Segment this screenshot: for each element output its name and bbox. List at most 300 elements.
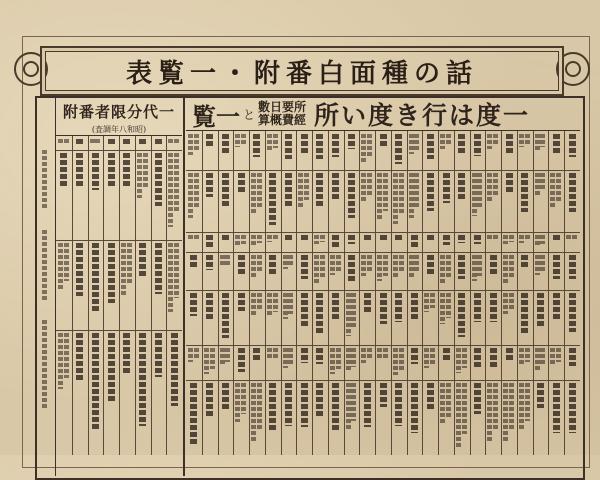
main-cell-text bbox=[424, 348, 429, 368]
main-cell-text bbox=[346, 383, 351, 431]
main-cell-text bbox=[443, 235, 450, 245]
main-cell-text bbox=[330, 255, 335, 275]
main-cell-text bbox=[440, 255, 445, 285]
main-cell-text bbox=[540, 134, 545, 147]
main-cell-text bbox=[572, 235, 577, 240]
main-cell-text bbox=[509, 383, 514, 430]
main-cell-text bbox=[411, 348, 418, 364]
main-cell-text bbox=[395, 383, 402, 426]
main-cell-text bbox=[257, 383, 262, 429]
left-column-rule bbox=[103, 136, 104, 455]
main-cell-text bbox=[462, 348, 467, 368]
main-cell-text bbox=[222, 173, 229, 208]
left-cell-text bbox=[155, 139, 162, 144]
main-cell-text bbox=[474, 383, 481, 414]
left-panel-subtitle: (査調年八和昭) bbox=[91, 125, 147, 134]
left-cell-text bbox=[139, 243, 146, 278]
left-cell-text bbox=[174, 139, 179, 143]
main-column-rule bbox=[485, 131, 486, 455]
main-cell-text bbox=[301, 134, 308, 155]
main-cell-text bbox=[477, 173, 482, 207]
main-cell-text bbox=[525, 235, 530, 241]
main-cell-text bbox=[427, 134, 434, 159]
left-cell-text bbox=[90, 139, 95, 145]
main-cell-text bbox=[556, 348, 561, 362]
main-cell-text bbox=[267, 134, 272, 151]
main-cell-text bbox=[336, 255, 341, 271]
main-cell-text bbox=[474, 293, 481, 322]
main-cell-text bbox=[220, 255, 225, 267]
main-cell-text bbox=[251, 383, 256, 441]
main-cell-text bbox=[267, 235, 272, 242]
main-cell-text bbox=[314, 255, 319, 284]
left-cell-text bbox=[108, 243, 115, 303]
left-cell-text bbox=[123, 333, 130, 375]
main-cell-text bbox=[206, 173, 213, 197]
main-cell-text bbox=[493, 383, 498, 430]
main-cell-text bbox=[474, 134, 481, 156]
main-column-rule bbox=[422, 131, 423, 455]
main-cell-text bbox=[316, 348, 323, 364]
main-cell-text bbox=[332, 173, 339, 201]
header-main-phrase: 所い度き行は度一 bbox=[314, 101, 531, 130]
left-cell-text bbox=[58, 333, 63, 389]
main-cell-text bbox=[456, 348, 461, 373]
main-cell-text bbox=[525, 383, 530, 421]
main-cell-text bbox=[503, 255, 508, 283]
main-cell-text bbox=[238, 293, 245, 311]
main-cell-text bbox=[194, 348, 199, 359]
main-cell-text bbox=[506, 348, 513, 360]
panel-divider bbox=[183, 96, 185, 476]
left-cell-text bbox=[108, 153, 115, 188]
main-cell-text bbox=[569, 173, 576, 212]
left-cell-text bbox=[168, 243, 173, 312]
main-cell-text bbox=[251, 173, 256, 215]
main-cell-text bbox=[427, 255, 434, 275]
main-cell-text bbox=[253, 348, 260, 360]
left-cell-text bbox=[123, 153, 130, 188]
main-cell-text bbox=[553, 134, 560, 155]
main-cell-text bbox=[206, 235, 213, 247]
main-column-rule bbox=[328, 131, 329, 455]
main-cell-text bbox=[298, 173, 303, 207]
main-cell-text bbox=[569, 255, 576, 279]
left-cell-text bbox=[92, 243, 99, 312]
main-cell-text bbox=[380, 383, 387, 407]
title-banner bbox=[40, 46, 564, 96]
main-cell-text bbox=[257, 255, 262, 273]
main-column-rule bbox=[202, 131, 203, 455]
main-cell-text bbox=[316, 383, 323, 417]
main-cell-text bbox=[493, 173, 498, 196]
main-cell-text bbox=[206, 293, 213, 319]
main-cell-text bbox=[257, 293, 262, 311]
main-cell-text bbox=[285, 173, 292, 207]
main-cell-text bbox=[348, 255, 355, 283]
main-cell-text bbox=[332, 235, 339, 247]
main-column-rule bbox=[391, 131, 392, 455]
main-cell-text bbox=[288, 255, 293, 266]
main-cell-text bbox=[301, 235, 308, 241]
main-cell-text bbox=[535, 255, 540, 275]
main-cell-text bbox=[269, 255, 276, 276]
main-cell-text bbox=[364, 383, 371, 427]
main-cell-text bbox=[566, 235, 571, 241]
main-cell-text bbox=[414, 134, 419, 150]
main-cell-text bbox=[409, 134, 414, 154]
main-cell-text bbox=[367, 255, 372, 272]
main-table-header bbox=[186, 98, 580, 131]
left-column-rule bbox=[72, 136, 73, 455]
main-cell-text bbox=[569, 383, 576, 433]
main-row-rule bbox=[186, 345, 580, 346]
main-cell-text bbox=[273, 348, 278, 358]
main-cell-text bbox=[283, 255, 288, 269]
main-column-rule bbox=[312, 131, 313, 455]
main-cell-text bbox=[506, 134, 513, 153]
main-cell-text bbox=[440, 293, 445, 324]
main-cell-text bbox=[535, 134, 540, 150]
main-cell-text bbox=[399, 348, 404, 370]
main-cell-text bbox=[427, 383, 434, 411]
main-cell-text bbox=[440, 383, 445, 425]
main-cell-text bbox=[351, 383, 356, 421]
main-cell-text bbox=[519, 348, 524, 365]
main-cell-text bbox=[414, 173, 419, 209]
main-cell-text bbox=[206, 255, 213, 270]
main-cell-text bbox=[188, 348, 193, 362]
main-cell-text bbox=[377, 255, 382, 281]
main-cell-text bbox=[519, 383, 524, 431]
main-cell-text bbox=[458, 255, 465, 279]
main-cell-text bbox=[241, 235, 246, 244]
main-column-rule bbox=[454, 131, 455, 455]
main-cell-text bbox=[521, 173, 528, 212]
main-cell-text bbox=[267, 348, 272, 360]
main-cell-text bbox=[399, 255, 404, 273]
main-cell-text bbox=[273, 293, 278, 312]
main-cell-text bbox=[383, 348, 388, 358]
main-cell-text bbox=[550, 348, 555, 366]
main-cell-text bbox=[273, 235, 278, 241]
main-cell-text bbox=[535, 348, 540, 371]
main-cell-text bbox=[235, 383, 240, 422]
left-cell-text bbox=[143, 153, 148, 189]
margin-strip-text bbox=[42, 150, 47, 210]
main-cell-text bbox=[537, 383, 544, 408]
main-cell-text bbox=[222, 293, 229, 338]
main-cell-text bbox=[490, 255, 497, 276]
main-row-rule bbox=[186, 290, 580, 291]
main-cell-text bbox=[320, 255, 325, 278]
main-cell-text bbox=[348, 134, 355, 149]
main-cell-text bbox=[316, 134, 323, 159]
main-cell-text bbox=[487, 173, 492, 202]
main-cell-text bbox=[519, 134, 524, 147]
main-cell-text bbox=[487, 383, 492, 442]
left-cell-text bbox=[64, 243, 69, 281]
main-cell-text bbox=[458, 173, 465, 200]
main-cell-text bbox=[190, 293, 197, 316]
left-cell-text bbox=[168, 139, 173, 144]
main-cell-text bbox=[446, 383, 451, 417]
main-cell-text bbox=[190, 255, 197, 268]
main-cell-text bbox=[490, 348, 497, 369]
main-cell-text bbox=[222, 134, 229, 154]
main-cell-text bbox=[569, 348, 576, 366]
main-cell-text bbox=[288, 293, 293, 314]
main-cell-text bbox=[316, 293, 323, 335]
margin-strip-text bbox=[42, 230, 47, 300]
left-cell-text bbox=[155, 333, 162, 377]
main-cell-text bbox=[235, 235, 240, 246]
left-cell-text bbox=[121, 243, 126, 296]
main-cell-text bbox=[257, 173, 262, 207]
main-cell-text bbox=[301, 348, 308, 363]
main-column-rule bbox=[564, 131, 565, 455]
main-cell-text bbox=[336, 348, 341, 369]
main-cell-text bbox=[332, 383, 339, 431]
left-cell-text bbox=[155, 153, 162, 206]
main-cell-text bbox=[474, 235, 481, 244]
header-ichiran: 覧一 bbox=[192, 101, 240, 131]
left-cell-text bbox=[174, 243, 179, 298]
main-cell-text bbox=[361, 255, 366, 276]
main-column-rule bbox=[470, 131, 471, 455]
main-column-rule bbox=[533, 131, 534, 455]
main-row-rule bbox=[186, 380, 580, 381]
main-column-rule bbox=[517, 131, 518, 455]
main-cell-text bbox=[361, 173, 366, 202]
left-cell-text bbox=[137, 153, 142, 198]
main-cell-text bbox=[364, 235, 371, 242]
main-cell-text bbox=[283, 348, 288, 368]
main-cell-text bbox=[440, 134, 445, 149]
main-cell-text bbox=[253, 134, 260, 157]
main-cell-text bbox=[351, 293, 356, 327]
main-cell-text bbox=[525, 134, 530, 144]
main-cell-text bbox=[493, 235, 498, 239]
main-cell-text bbox=[348, 173, 355, 218]
main-cell-text bbox=[380, 293, 387, 324]
main-column-rule bbox=[249, 131, 250, 455]
main-cell-text bbox=[395, 235, 402, 242]
main-cell-text bbox=[474, 348, 481, 367]
left-cell-text bbox=[58, 243, 63, 290]
main-cell-text bbox=[332, 134, 339, 157]
main-cell-text bbox=[409, 255, 414, 278]
main-column-rule bbox=[359, 131, 360, 455]
main-cell-text bbox=[269, 173, 276, 225]
main-column-rule bbox=[407, 131, 408, 455]
left-cell-text bbox=[171, 333, 178, 406]
banner-title: 表覧一・附番白面種の話 bbox=[125, 58, 478, 89]
main-cell-text bbox=[210, 348, 215, 369]
main-cell-text bbox=[222, 235, 229, 240]
left-cell-text bbox=[92, 333, 99, 429]
main-cell-text bbox=[550, 173, 555, 208]
main-cell-text bbox=[377, 348, 382, 360]
main-cell-text bbox=[346, 348, 351, 372]
main-cell-text bbox=[251, 293, 256, 316]
left-cell-text bbox=[76, 139, 83, 145]
main-cell-text bbox=[395, 293, 402, 322]
main-cell-text bbox=[487, 235, 492, 240]
main-column-rule bbox=[233, 131, 234, 455]
main-column-rule bbox=[501, 131, 502, 455]
main-column-rule bbox=[548, 131, 549, 455]
main-cell-text bbox=[314, 235, 319, 244]
main-cell-text bbox=[443, 348, 450, 360]
left-cell-text bbox=[60, 153, 67, 187]
main-cell-text bbox=[503, 383, 508, 442]
main-cell-text bbox=[190, 383, 197, 444]
main-cell-text bbox=[238, 348, 245, 372]
main-cell-text bbox=[427, 235, 434, 241]
main-cell-text bbox=[288, 348, 293, 364]
main-column-rule bbox=[438, 131, 439, 455]
main-cell-text bbox=[241, 134, 246, 144]
main-cell-text bbox=[351, 348, 356, 367]
main-cell-text bbox=[424, 293, 429, 312]
main-cell-text bbox=[569, 293, 576, 332]
left-cell-text bbox=[64, 333, 69, 378]
main-cell-text bbox=[443, 173, 450, 203]
main-cell-text bbox=[393, 348, 398, 375]
left-row-rule bbox=[56, 240, 182, 241]
main-cell-text bbox=[238, 255, 245, 275]
margin-strip-text bbox=[42, 320, 47, 410]
main-cell-text bbox=[414, 255, 419, 273]
left-cell-text bbox=[168, 153, 173, 227]
main-row-rule bbox=[186, 170, 580, 171]
main-cell-text bbox=[569, 134, 576, 157]
main-cell-text bbox=[367, 173, 372, 196]
main-cell-text bbox=[393, 255, 398, 277]
main-cell-text bbox=[540, 348, 545, 366]
main-cell-text bbox=[222, 383, 229, 409]
main-cell-text bbox=[267, 293, 272, 317]
header-to: と bbox=[243, 107, 256, 122]
main-cell-text bbox=[553, 383, 560, 433]
header-stack bbox=[258, 101, 306, 127]
main-cell-text bbox=[377, 173, 382, 221]
main-cell-text bbox=[430, 293, 435, 308]
main-cell-text bbox=[364, 293, 371, 313]
main-cell-text bbox=[503, 235, 508, 244]
main-column-rule bbox=[281, 131, 282, 455]
main-cell-text bbox=[430, 348, 435, 364]
main-cell-text bbox=[194, 173, 199, 209]
main-cell-text bbox=[525, 348, 530, 362]
main-cell-text bbox=[188, 235, 193, 241]
main-cell-text bbox=[225, 348, 230, 362]
main-cell-text bbox=[521, 255, 528, 267]
main-cell-text bbox=[521, 293, 528, 335]
main-cell-text bbox=[553, 235, 560, 242]
left-cell-text bbox=[108, 333, 115, 403]
main-cell-text bbox=[540, 235, 545, 244]
main-cell-text bbox=[204, 348, 209, 374]
left-cell-text bbox=[127, 243, 132, 285]
main-cell-text bbox=[472, 173, 477, 216]
left-cell-text bbox=[95, 139, 100, 144]
main-cell-text bbox=[411, 293, 418, 320]
main-row-rule bbox=[186, 252, 580, 253]
main-cell-text bbox=[269, 383, 276, 430]
left-cell-text bbox=[139, 333, 146, 426]
main-cell-text bbox=[493, 134, 498, 146]
main-cell-text bbox=[553, 293, 560, 320]
main-cell-text bbox=[348, 235, 355, 244]
main-cell-text bbox=[509, 255, 514, 277]
main-cell-text bbox=[477, 255, 482, 276]
main-cell-text bbox=[235, 134, 240, 147]
main-column-rule bbox=[375, 131, 376, 455]
left-column-rule bbox=[88, 136, 89, 455]
left-row-rule bbox=[56, 150, 182, 151]
main-cell-text bbox=[285, 235, 292, 241]
main-cell-text bbox=[361, 348, 366, 363]
main-cell-text bbox=[241, 383, 246, 414]
main-cell-text bbox=[238, 173, 245, 194]
left-cell-text bbox=[155, 243, 162, 294]
header-stack-top: 數日要所 bbox=[258, 100, 307, 114]
left-cell-text bbox=[64, 139, 69, 143]
main-cell-text bbox=[316, 173, 323, 208]
main-column-rule bbox=[218, 131, 219, 455]
main-cell-text bbox=[535, 173, 540, 196]
main-cell-text bbox=[383, 173, 388, 211]
left-row-rule bbox=[56, 330, 182, 331]
main-cell-text bbox=[285, 383, 292, 426]
main-cell-text bbox=[206, 383, 213, 417]
main-cell-text bbox=[540, 173, 545, 191]
main-cell-text bbox=[283, 293, 288, 319]
main-cell-text bbox=[399, 173, 404, 214]
header-stack-bottom: 算概費經 bbox=[258, 113, 307, 127]
main-cell-text bbox=[540, 255, 545, 271]
main-cell-text bbox=[537, 293, 544, 326]
main-column-rule bbox=[296, 131, 297, 455]
main-cell-text bbox=[535, 235, 540, 246]
left-column-rule bbox=[119, 136, 120, 455]
left-cell-text bbox=[76, 333, 83, 382]
main-cell-text bbox=[509, 235, 514, 242]
left-cell-text bbox=[76, 243, 83, 296]
main-cell-text bbox=[332, 293, 339, 320]
main-cell-text bbox=[487, 134, 492, 149]
main-cell-text bbox=[188, 134, 193, 155]
left-column-rule bbox=[135, 136, 136, 455]
main-cell-text bbox=[395, 134, 402, 164]
main-cell-text bbox=[304, 173, 309, 200]
main-cell-text bbox=[458, 293, 465, 337]
main-cell-text bbox=[456, 383, 461, 447]
main-cell-text bbox=[503, 293, 508, 314]
main-cell-text bbox=[519, 235, 524, 243]
left-cell-text bbox=[108, 139, 115, 144]
main-cell-text bbox=[427, 173, 434, 211]
main-cell-text bbox=[285, 134, 292, 159]
main-cell-text bbox=[556, 173, 561, 201]
main-cell-text bbox=[490, 293, 497, 322]
main-cell-text bbox=[446, 134, 451, 146]
left-cell-text bbox=[58, 139, 63, 144]
main-cell-text bbox=[257, 235, 262, 243]
main-cell-text bbox=[251, 235, 256, 245]
